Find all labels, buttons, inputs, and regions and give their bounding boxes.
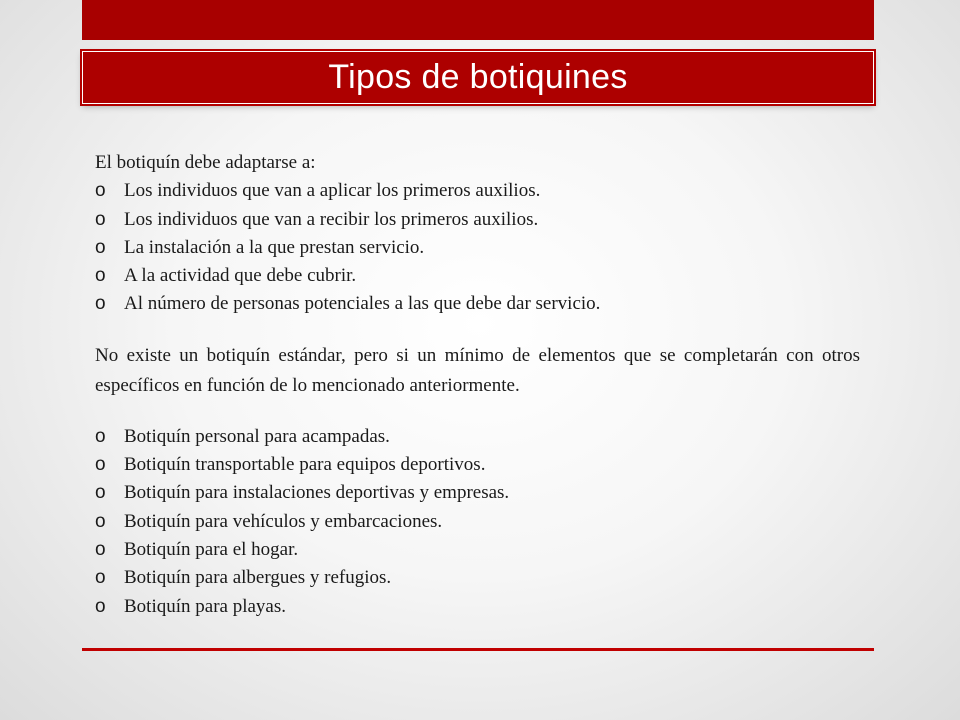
intro-text: El botiquín debe adaptarse a: xyxy=(95,152,316,173)
title-banner xyxy=(82,51,874,104)
top-accent-bar xyxy=(82,0,874,40)
bullet-circle-icon: o xyxy=(95,293,106,315)
bullet-circle-icon: o xyxy=(95,510,106,532)
list-item-text: Botiquín transportable para equipos deportivos. xyxy=(124,454,486,476)
standard-kit-paragraph: No existe un botiquín estándar, pero si un mínimo de elementos que se completarán con otros específicos en función de lo mencionado anteriormente. xyxy=(95,344,860,396)
list-item xyxy=(95,593,860,621)
list-item-text: La instalación a la que prestan servicio. xyxy=(124,236,425,258)
list-item-text: A la actividad que debe cubrir. xyxy=(124,265,357,287)
list-item xyxy=(95,508,860,536)
bullet-circle-icon: o xyxy=(95,595,106,617)
bullet-circle-icon: o xyxy=(95,265,106,287)
bullet-circle-icon: o xyxy=(95,538,106,560)
list-item xyxy=(95,423,860,451)
bullet-circle-icon: o xyxy=(95,425,106,447)
list-item xyxy=(95,206,860,234)
bullet-circle-icon: o xyxy=(95,567,106,589)
slide-title: Tipos de botiquines xyxy=(328,58,628,96)
bottom-divider xyxy=(82,648,874,651)
list-item-text: Botiquín para instalaciones deportivas y empresas. xyxy=(124,482,510,504)
kit-types-list xyxy=(95,423,860,621)
bullet-circle-icon: o xyxy=(95,236,106,258)
list-item xyxy=(95,262,860,290)
list-item xyxy=(95,451,860,479)
list-item-text: Los individuos que van a recibir los primeros auxilios. xyxy=(124,208,539,230)
list-item-text: Al número de personas potenciales a las que debe dar servicio. xyxy=(124,293,601,315)
list-item-text: Los individuos que van a aplicar los primeros auxilios. xyxy=(124,180,541,202)
list-item-text: Botiquín para albergues y refugios. xyxy=(124,567,392,589)
list-item-text: Botiquín personal para acampadas. xyxy=(124,425,390,447)
slide-content xyxy=(95,149,860,621)
bullet-circle-icon: o xyxy=(95,208,106,230)
list-item xyxy=(95,177,860,205)
list-item xyxy=(95,536,860,564)
list-item-text: Botiquín para vehículos y embarcaciones. xyxy=(124,510,443,532)
list-item-text: Botiquín para playas. xyxy=(124,595,286,617)
bullet-circle-icon: o xyxy=(95,482,106,504)
bullet-circle-icon: o xyxy=(95,454,106,476)
list-item-text: Botiquín para el hogar. xyxy=(124,538,299,560)
list-item xyxy=(95,234,860,262)
list-item xyxy=(95,479,860,507)
bullet-circle-icon: o xyxy=(95,180,106,202)
list-item xyxy=(95,564,860,592)
list-item xyxy=(95,290,860,318)
adapt-list xyxy=(95,177,860,318)
